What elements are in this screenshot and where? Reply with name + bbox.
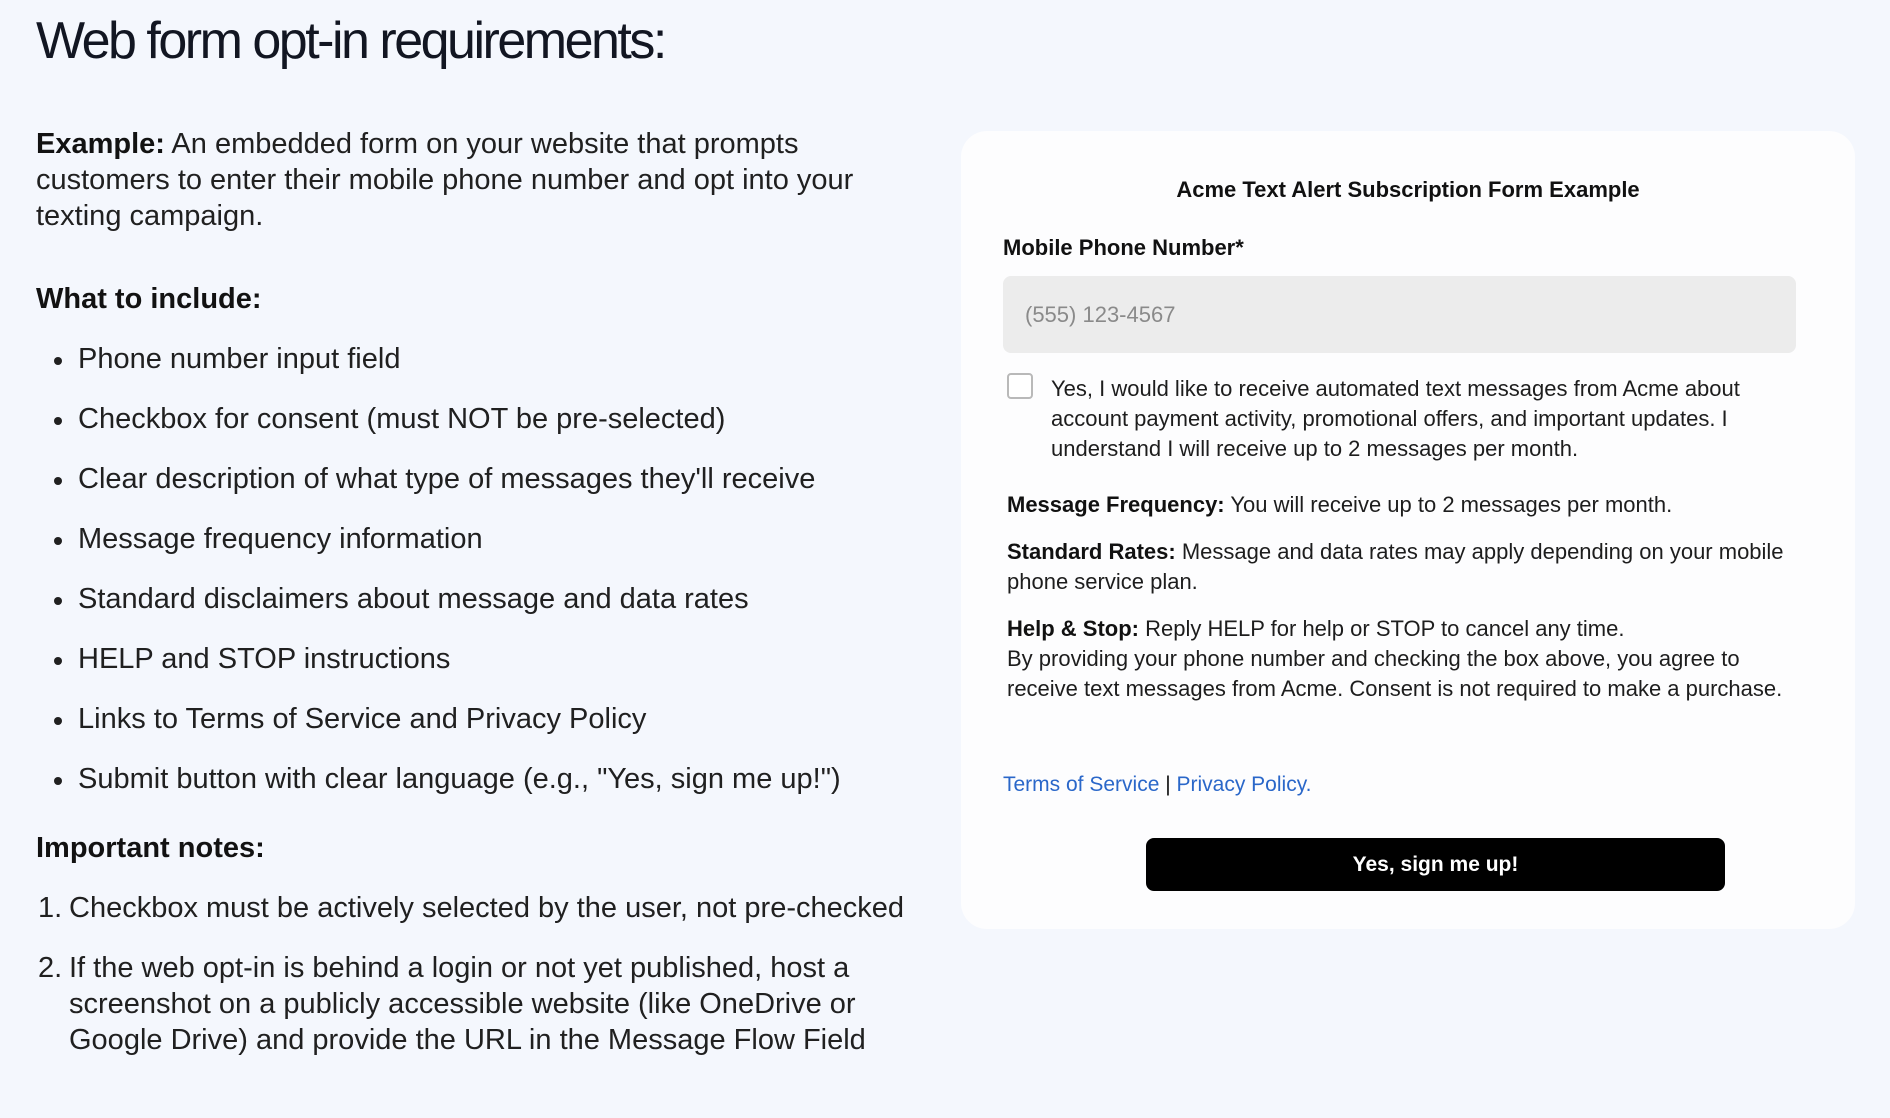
submit-button[interactable]: Yes, sign me up! <box>1146 838 1725 891</box>
list-item-text: Checkbox must be actively selected by the user, not pre-checked <box>69 892 904 924</box>
rates-info <box>1007 537 1807 597</box>
privacy-link[interactable]: Privacy Policy. <box>1176 773 1312 796</box>
list-item: Message frequency information <box>36 521 916 557</box>
list-number: 2. <box>38 952 63 984</box>
help-label: Help & Stop: <box>1007 616 1139 641</box>
list-item: Submit button with clear language (e.g., "Yes, sign me up!") <box>36 761 916 797</box>
link-separator: | <box>1159 773 1177 796</box>
example-label: Example: <box>36 128 165 160</box>
list-item: Links to Terms of Service and Privacy Policy <box>36 701 916 737</box>
help-line <box>1007 614 1807 644</box>
requirements-panel <box>36 126 916 1082</box>
list-item <box>36 950 916 1058</box>
help-stop-info <box>1007 614 1807 704</box>
phone-input[interactable] <box>1003 276 1796 353</box>
include-list <box>36 341 916 797</box>
form-title: Acme Text Alert Subscription Form Example <box>1176 177 1640 202</box>
phone-label: Mobile Phone Number* <box>1003 235 1244 260</box>
rates-text: Message and data rates may apply depending on your mobile phone service plan. <box>1007 539 1784 594</box>
list-number: 1. <box>38 892 63 924</box>
frequency-label: Message Frequency: <box>1007 492 1225 517</box>
legal-links <box>1003 773 1311 797</box>
example-text: An embedded form on your website that prompts customers to enter their mobile phone number and opt into your texting campaign. <box>36 128 854 232</box>
agree-text: By providing your phone number and checking the box above, you agree to receive text messages from Acme. Consent is not required to make a purchase. <box>1007 646 1783 701</box>
page-title: Web form opt-in requirements: <box>36 12 665 70</box>
example-paragraph <box>36 126 916 234</box>
include-heading: What to include: <box>36 283 262 315</box>
list-item: Phone number input field <box>36 341 916 377</box>
notes-heading: Important notes: <box>36 832 265 864</box>
frequency-text: You will receive up to 2 messages per month. <box>1224 492 1673 517</box>
consent-checkbox[interactable] <box>1007 373 1033 399</box>
list-item: HELP and STOP instructions <box>36 641 916 677</box>
list-item: Standard disclaimers about message and data rates <box>36 581 916 617</box>
list-item-text: If the web opt-in is behind a login or not yet published, host a screenshot on a publicly accessible website (like OneDrive or Google Drive) and provide the URL in the Message Flow Field <box>69 952 866 1056</box>
subscription-form-card <box>961 131 1855 929</box>
frequency-info <box>1007 490 1807 520</box>
terms-link[interactable]: Terms of Service <box>1003 773 1160 796</box>
list-item: Clear description of what type of messages they'll receive <box>36 461 916 497</box>
help-text: Reply HELP for help or STOP to cancel any time. <box>1139 616 1625 641</box>
consent-text: Yes, I would like to receive automated text messages from Acme about account payment activity, promotional offers, and important updates. I understand I will receive up to 2 messages per month. <box>1051 376 1740 461</box>
list-item <box>36 890 916 926</box>
notes-list <box>36 890 916 1058</box>
rates-label: Standard Rates: <box>1007 539 1176 564</box>
list-item: Checkbox for consent (must NOT be pre-selected) <box>36 401 916 437</box>
